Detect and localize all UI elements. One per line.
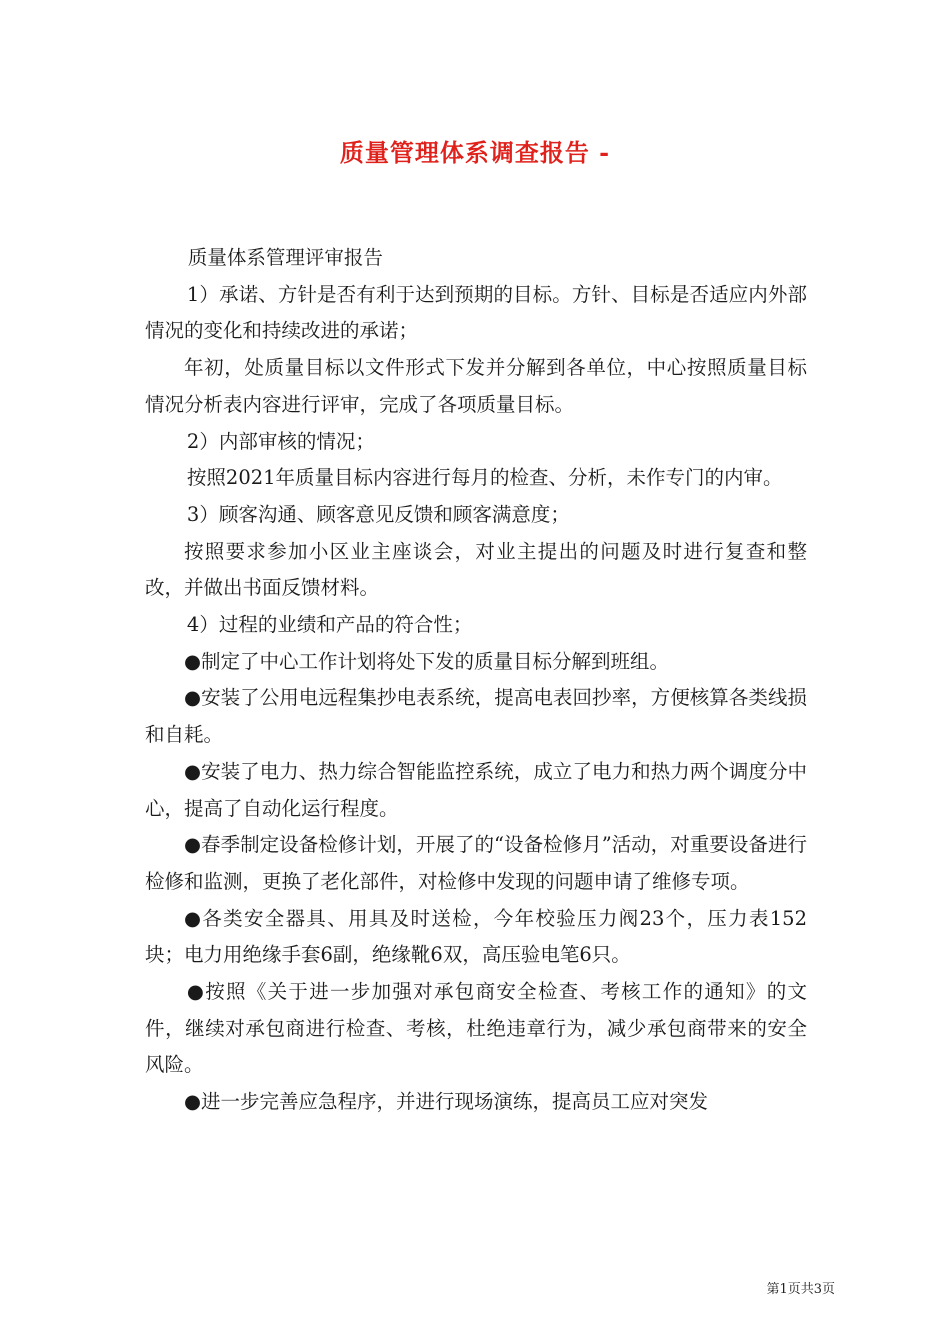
bullet-item: ●安装了公用电远程集抄电表系统，提高电表回抄率，方便核算各类线损和自耗。 <box>145 686 807 747</box>
paragraph: 3）顾客沟通、顾客意见反馈和顾客满意度； <box>186 502 570 526</box>
document-body <box>145 240 807 1121</box>
bullet-item: ●按照《关于进一步加强对承包商安全检查、考核工作的通知》的文件，继续对承包商进行检查、考核，杜绝违章行为，减少承包商带来的安全风险。 <box>145 980 807 1077</box>
paragraph: 1）承诺、方针是否有利于达到预期的目标。方针、目标是否适应内外部情况的变化和持续改进的承诺； <box>145 282 807 343</box>
paragraph: 年初，处质量目标以文件形式下发并分解到各单位，中心按照质量目标情况分析表内容进行评审，完成了各项质量目标。 <box>145 356 807 416</box>
paragraph: 4）过程的业绩和产品的符合性； <box>186 613 473 637</box>
page-number: 第1页共3页 <box>766 1282 835 1297</box>
section-heading: 质量体系管理评审报告 <box>187 246 383 269</box>
document-title: 质量管理体系调查报告 - <box>339 138 611 167</box>
bullet-item: ●安装了电力、热力综合智能监控系统，成立了电力和热力两个调度分中心，提高了自动化运行程度。 <box>145 759 807 820</box>
paragraph: 2）内部审核的情况； <box>186 429 375 453</box>
bullet-item: ●各类安全器具、用具及时送检，今年校验压力阀23个，压力表152块；电力用绝缘手套6副，绝缘靴6双，高压验电笔6只。 <box>145 906 807 967</box>
bullet-item: ●制定了中心工作计划将处下发的质量目标分解到班组。 <box>184 649 670 673</box>
paragraph: 按照要求参加小区业主座谈会，对业主提出的问题及时进行复查和整改，并做出书面反馈材料。 <box>145 539 807 600</box>
bullet-item: ●进一步完善应急程序，并进行现场演练，提高员工应对突发 <box>184 1090 709 1114</box>
bullet-item: ●春季制定设备检修计划，开展了的“设备检修月”活动，对重要设备进行检修和监测，更换了老化部件，对检修中发现的问题申请了维修专项。 <box>145 833 807 893</box>
paragraph: 按照2021年质量目标内容进行每月的检查、分析，未作专门的内审。 <box>186 466 783 490</box>
